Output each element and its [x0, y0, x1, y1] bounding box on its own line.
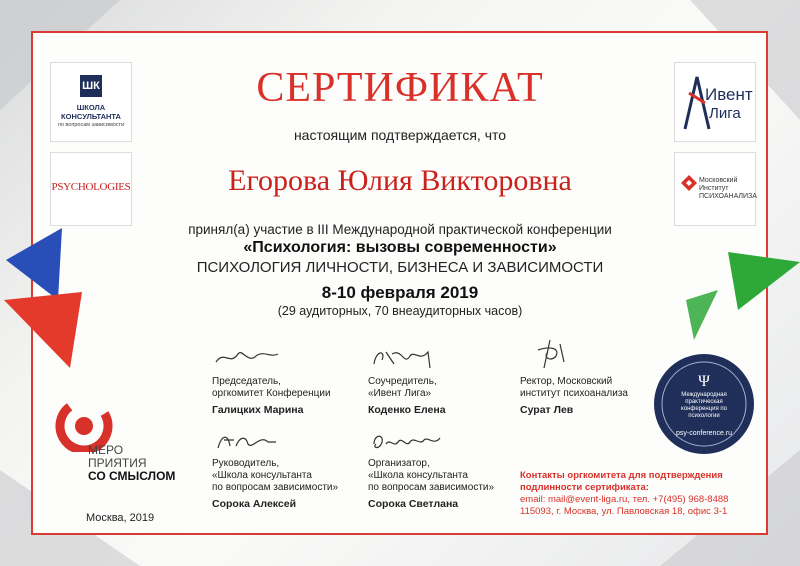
contacts-heading1: Контакты оргкомитета для подтверждения — [520, 470, 723, 481]
city-year: Москва, 2019 — [86, 512, 155, 524]
logo-psychologies — [50, 152, 132, 226]
psychologies-text: PSYCHOLOGIES — [51, 181, 131, 193]
meropriyatia-line1: МЕРО — [88, 443, 124, 457]
seal-text: Международная практическая конференция по психологии — [681, 392, 727, 419]
signatory-3 — [520, 338, 628, 416]
signatory-3-name: Сурат Лев — [520, 404, 574, 416]
confirm-text: настоящим подтверждается, что — [293, 127, 507, 143]
meropriyatia-line3: СО СМЫСЛОМ — [88, 469, 176, 483]
signature-3 — [520, 338, 580, 370]
signatory-5 — [368, 430, 494, 510]
shkola-line1: ШКОЛА КОНСУЛЬТАНТА — [61, 103, 121, 121]
event-liga-line2: Лига — [709, 105, 741, 122]
signatory-1 — [212, 344, 331, 416]
green-triangle-small — [686, 290, 718, 340]
meropriyatia-line2: ПРИЯТИЯ — [88, 456, 147, 470]
signatory-2-role2: «Ивент Лига» — [368, 388, 432, 399]
blue-triangle — [6, 228, 62, 300]
signatory-5-role2: «Школа консультанта — [368, 470, 468, 481]
signatory-4-role3: по вопросам зависимости» — [212, 482, 339, 493]
signature-5 — [368, 430, 448, 452]
shkola-line2: по вопросам зависимости — [57, 122, 125, 128]
signatory-3-role1: Ректор, Московский — [520, 376, 613, 387]
certificate-title: СЕРТИФИКАТ — [256, 65, 544, 111]
signatory-5-name: Сорока Светлана — [368, 498, 459, 510]
logo-meropriyatia — [50, 392, 200, 492]
signatory-4-role2: «Школа консультанта — [212, 470, 312, 481]
signatory-1-name: Галицких Марина — [212, 404, 304, 416]
participation-text: принял(а) участие в III Международной практической конференции — [188, 222, 612, 237]
conference-subtitle: ПСИХОЛОГИЯ ЛИЧНОСТИ, БИЗНЕСА И ЗАВИСИМОСТИ — [196, 259, 604, 276]
institute-mark — [681, 175, 697, 197]
signatory-4-role1: Руководитель, — [212, 458, 280, 469]
conference-seal — [652, 352, 756, 456]
signatory-2-role1: Соучредитель, — [368, 376, 437, 387]
institute-line1: Московский — [699, 177, 738, 184]
logo-shkola-konsultanta — [50, 62, 132, 142]
contacts-line1: email: mail@event-liga.ru, тел. +7(495) 968-8488 — [520, 494, 729, 505]
signatory-2-name: Коденко Елена — [368, 404, 446, 416]
signatory-4 — [212, 430, 338, 510]
shkola-mark: ШК — [80, 75, 102, 97]
conference-hours: (29 аудиторных, 70 внеаудиторных часов) — [277, 304, 523, 318]
conference-dates: 8-10 февраля 2019 — [321, 283, 479, 302]
signatory-1-role1: Председатель, — [212, 376, 281, 387]
signature-1 — [212, 344, 282, 370]
seal-url: psy-conference.ru — [675, 430, 733, 437]
contacts-block — [520, 470, 728, 518]
institute-line2: Институт — [699, 185, 729, 192]
meropriyatia-text — [88, 444, 175, 483]
signatory-2 — [368, 344, 446, 416]
psi-icon: Ψ — [698, 373, 710, 390]
signatory-5-role1: Организатор, — [368, 458, 430, 469]
logo-moscow-institute — [674, 152, 756, 226]
contacts-line2: 115093, г. Москва, ул. Павловская 18, офис 3-1 — [520, 506, 728, 517]
institute-text — [699, 177, 757, 201]
recipient-name: Егорова Юлия Викторовна — [228, 164, 572, 197]
signatory-3-role2: институт психоанализа — [520, 388, 628, 399]
signature-4 — [212, 430, 282, 452]
red-triangle — [4, 292, 82, 368]
signatory-1-role2: оргкомитет Конференции — [212, 388, 331, 399]
signature-2 — [368, 344, 438, 370]
logo-event-liga — [674, 62, 756, 142]
contacts-heading2: подлинности сертификата: — [520, 482, 649, 493]
green-triangle — [728, 252, 800, 310]
conference-title: «Психология: вызовы современности» — [243, 239, 557, 256]
signatory-5-role3: по вопросам зависимости» — [368, 482, 495, 493]
event-liga-line1: Ивент — [705, 85, 753, 104]
signatory-4-name: Сорока Алексей — [212, 498, 297, 510]
institute-line3: ПСИХОАНАЛИЗА — [699, 193, 757, 200]
